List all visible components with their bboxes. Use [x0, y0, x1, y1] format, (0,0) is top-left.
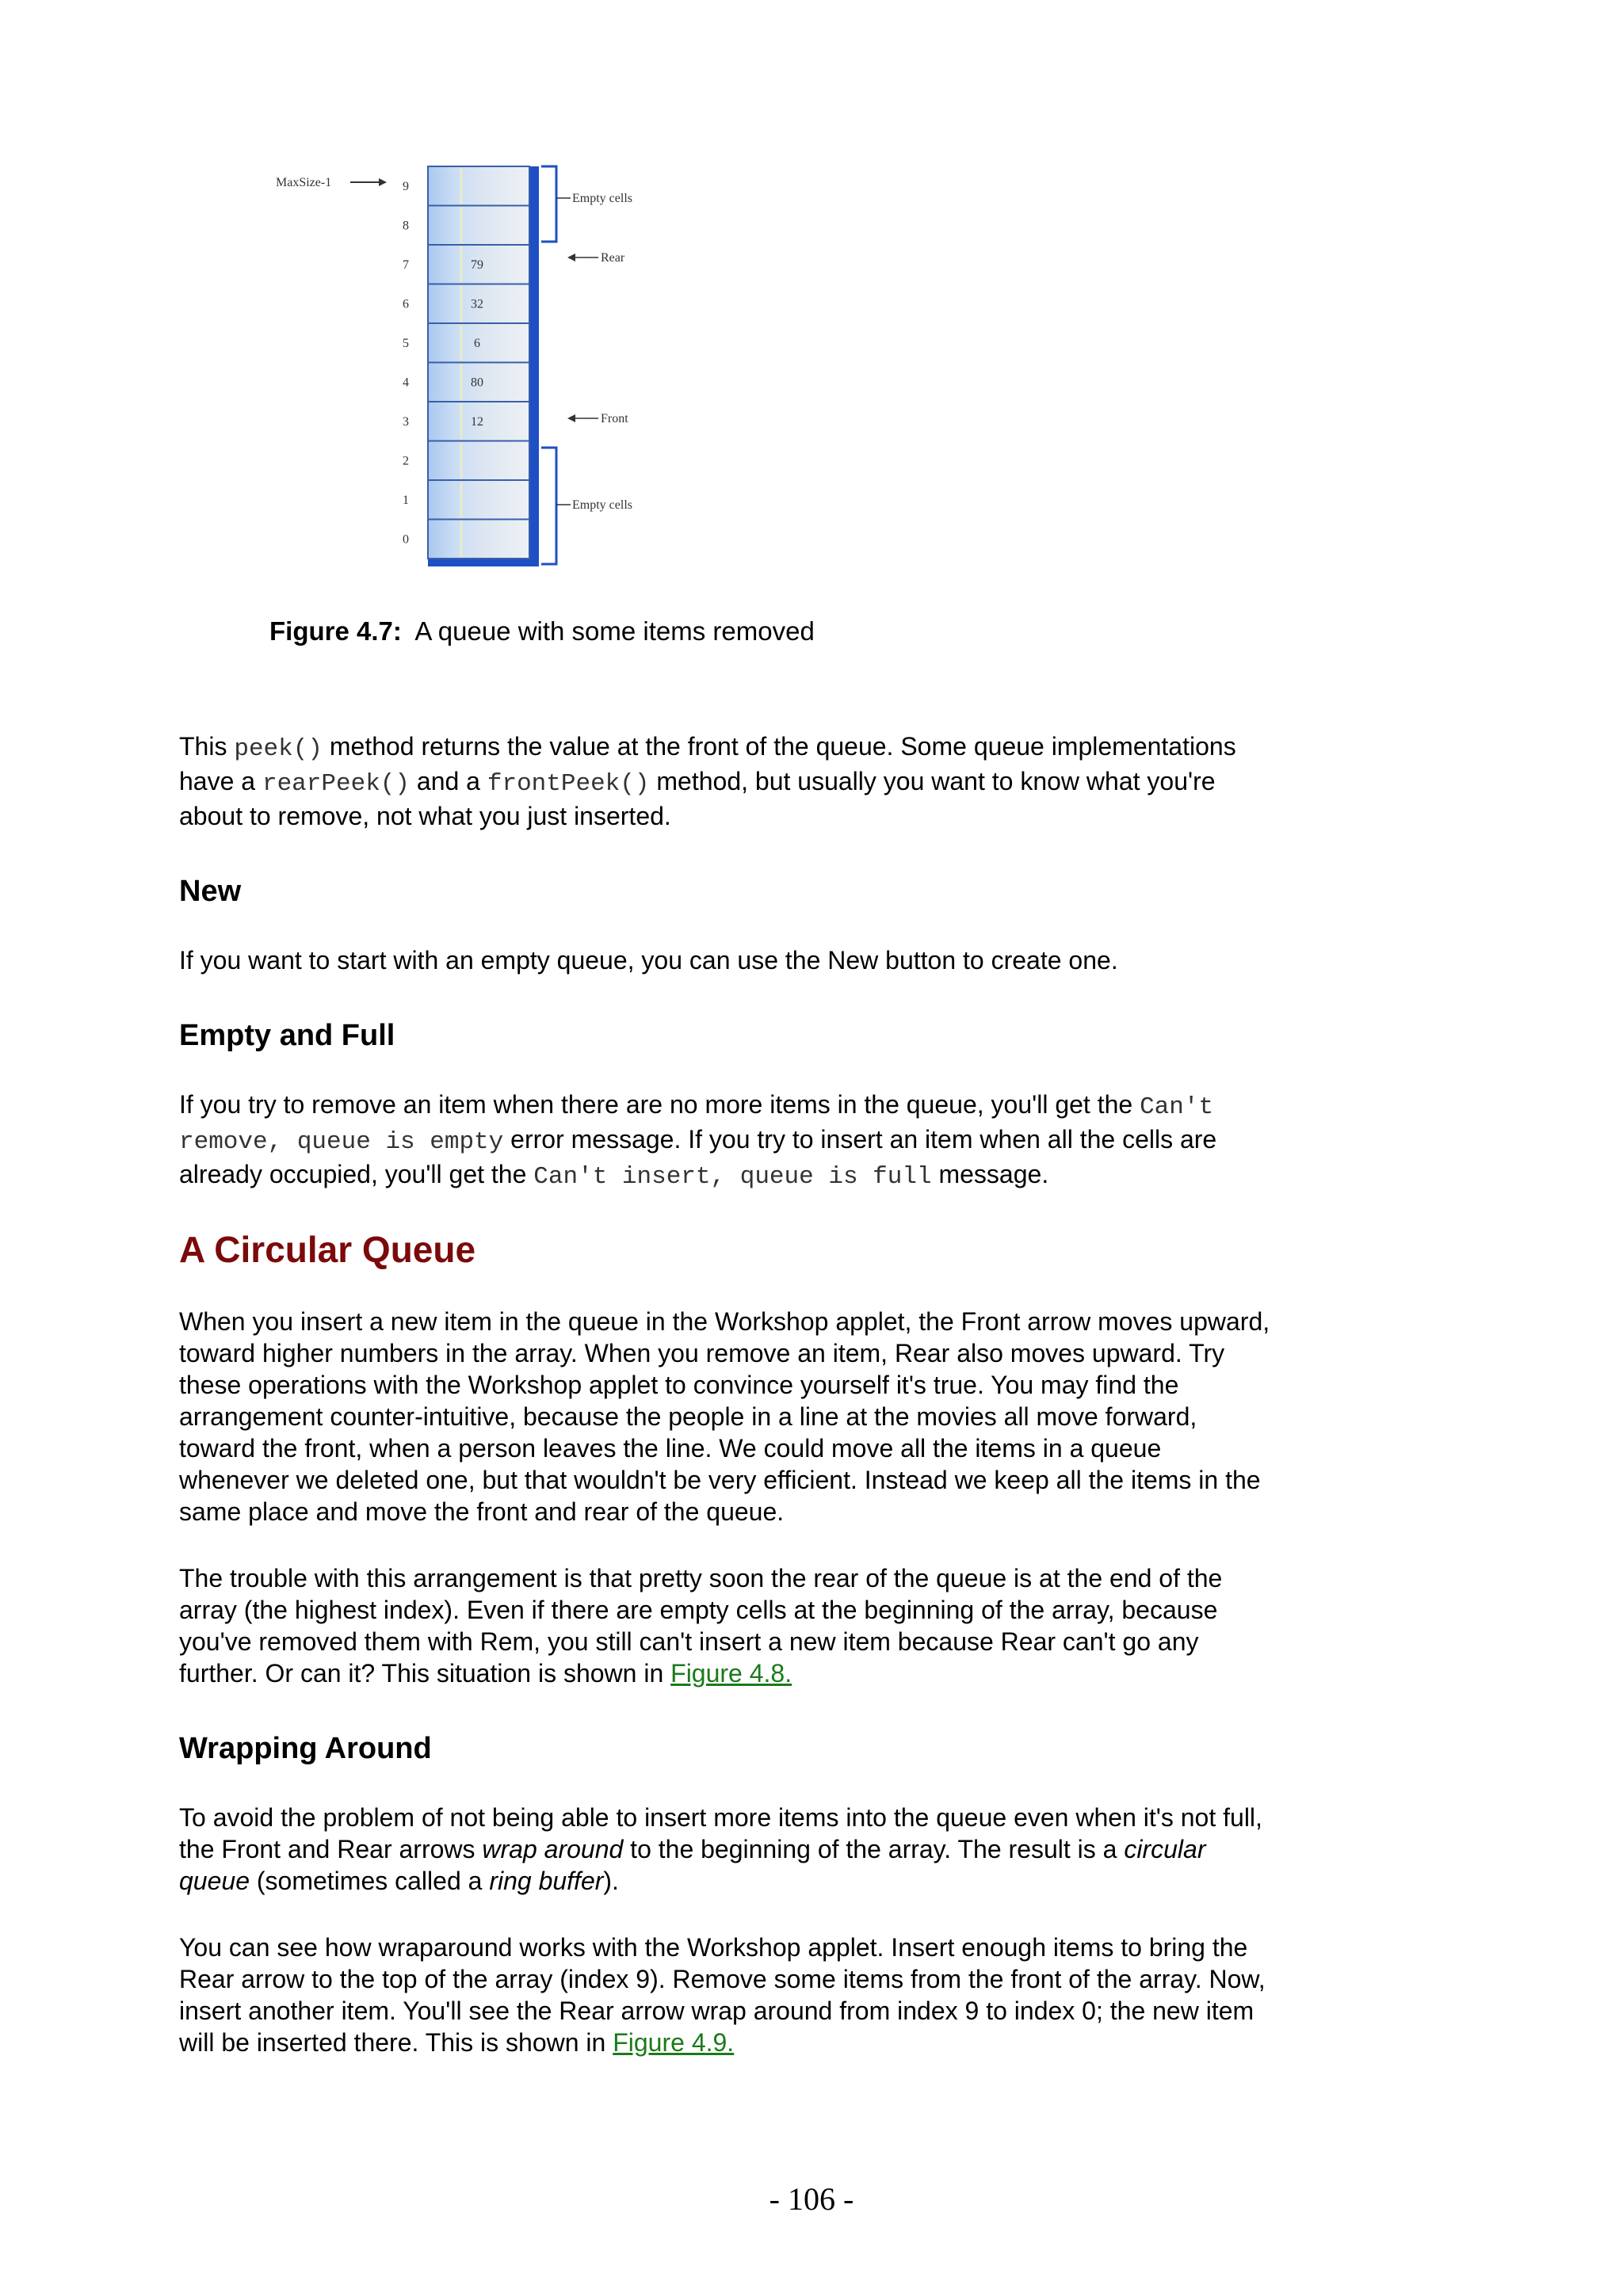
- figure-4-8-link[interactable]: Figure 4.8.: [670, 1659, 792, 1688]
- circular-paragraph-1: When you insert a new item in the queue in the Workshop applet, the Front arrow moves upward, toward higher numbers in the array. When you remove an item, Rear also moves upward. Try these operations with the Workshop applet to convince yourself it's true. You may find the arrangement counter-intuitive, because the people in a line at the movies all move forward, toward the front, when a person leaves the line. We could move all the items in a queue whenever we deleted one, but that wouldn't be very efficient. Instead we keep all the items in the same place and move the front and rear of the queue.: [179, 1307, 1270, 1526]
- array-cell: [428, 480, 529, 520]
- cell-index: 8: [403, 219, 409, 233]
- empty-bottom-label: Empty cells: [572, 498, 632, 512]
- array-cell: [428, 441, 529, 481]
- cell-index: 6: [403, 297, 409, 311]
- empty-top-label: Empty cells: [572, 192, 632, 205]
- cell-index: 2: [403, 454, 409, 468]
- caption-text: A queue with some items removed: [414, 616, 815, 646]
- wrap-paragraph-2: [179, 1932, 1273, 2058]
- text-run: (sometimes called a: [249, 1867, 490, 1895]
- text-run: The trouble with this arrangement is that pretty soon the rear of the queue is at the end of the array (the highest index). Even if there are empty cells at the beginning of the array, because you've removed them with Rem, you still can't insert a new item because Rear can't go any further. Or can it? This situation is shown in: [179, 1564, 1223, 1688]
- cell-value: 32: [471, 297, 483, 311]
- text-run: message.: [931, 1160, 1049, 1188]
- text-run: ).: [603, 1867, 619, 1895]
- maxsize-arrow-head: [379, 178, 387, 186]
- array-cell: [428, 206, 529, 246]
- text-run: To avoid the problem of not being able to insert more items into the queue even when it's not full, the Front and Rear arrows: [179, 1803, 1262, 1863]
- empty-bottom-bracket: [541, 448, 556, 564]
- cell-index: 3: [403, 414, 409, 429]
- cell-index: 4: [403, 376, 409, 390]
- heading-circular-queue: A Circular Queue: [179, 1229, 476, 1270]
- cell-index: 5: [403, 336, 409, 350]
- cell-index: 1: [403, 493, 409, 507]
- code-rearpeek: rearPeek(): [262, 770, 410, 798]
- array-shadow-bottom: [428, 559, 539, 566]
- cell-value: 80: [471, 376, 483, 390]
- text-run: This: [179, 732, 235, 761]
- peek-paragraph: [179, 730, 1273, 832]
- text-run: method, but usually you want to know what you're about to remove, not what you just inserted.: [179, 767, 1216, 830]
- text-run: You can see how wraparound works with the Workshop applet. Insert enough items to bring the Rear arrow to the top of the array (index 9). Remove some items from the front of the array. Now, insert another item. You'll see the Rear arrow wrap around from index 9 to index 0; the new item will be inserted there. This is shown in: [179, 1933, 1266, 2057]
- text-run: to the beginning of the array. The result is a: [623, 1835, 1125, 1863]
- wrap-paragraph-1: [179, 1802, 1273, 1897]
- front-label: Front: [601, 412, 628, 425]
- italic-circular-queue: circular queue: [179, 1835, 1206, 1895]
- rear-label: Rear: [601, 251, 625, 265]
- array-cell: [428, 166, 529, 206]
- heading-wrapping-around: Wrapping Around: [179, 1732, 432, 1765]
- heading-new: New: [179, 875, 242, 908]
- cell-index: 9: [403, 179, 409, 193]
- queue-figure: [262, 154, 705, 582]
- circular-paragraph-2: [179, 1562, 1273, 1689]
- code-frontpeek: frontPeek(): [487, 770, 650, 798]
- code-empty-message: Can't remove, queue is empty: [179, 1093, 1214, 1156]
- maxsize-label: MaxSize-1: [276, 176, 332, 189]
- empty-top-bracket: [541, 166, 556, 242]
- code-full-message: Can't insert, queue is full: [533, 1163, 932, 1191]
- text-run: method returns the value at the front of the queue. Some queue implementations have a: [179, 732, 1236, 795]
- document-body: [179, 730, 1273, 2058]
- empty-full-paragraph: [179, 1089, 1273, 1193]
- code-peek: peek(): [234, 735, 323, 763]
- cell-value: 79: [471, 257, 483, 272]
- cell-index: 0: [403, 532, 409, 547]
- front-arrow-head: [567, 414, 575, 422]
- rear-arrow-head: [567, 254, 575, 261]
- queue-diagram: [262, 154, 705, 582]
- cell-value: 12: [471, 414, 483, 429]
- text-run: and a: [410, 767, 487, 795]
- figure-caption: [269, 616, 815, 646]
- text-run: error message. If you try to insert an item when all the cells are already occupied, you'll get the: [179, 1125, 1217, 1188]
- array-cell: [428, 520, 529, 559]
- figure-4-9-link[interactable]: Figure 4.9.: [613, 2028, 735, 2057]
- array-shadow: [529, 166, 539, 566]
- text-run: If you try to remove an item when there are no more items in the queue, you'll get the: [179, 1090, 1140, 1119]
- new-paragraph: If you want to start with an empty queue, you can use the New button to create one.: [179, 946, 1118, 974]
- array-cells: [428, 166, 529, 559]
- heading-empty-full: Empty and Full: [179, 1019, 395, 1052]
- page-number: - 106 -: [769, 2181, 854, 2217]
- cell-value: 6: [474, 336, 480, 350]
- italic-wrap-around: wrap around: [482, 1835, 624, 1863]
- italic-ring-buffer: ring buffer: [489, 1867, 604, 1895]
- cell-index: 7: [403, 257, 409, 272]
- caption-label: Figure 4.7:: [269, 616, 402, 646]
